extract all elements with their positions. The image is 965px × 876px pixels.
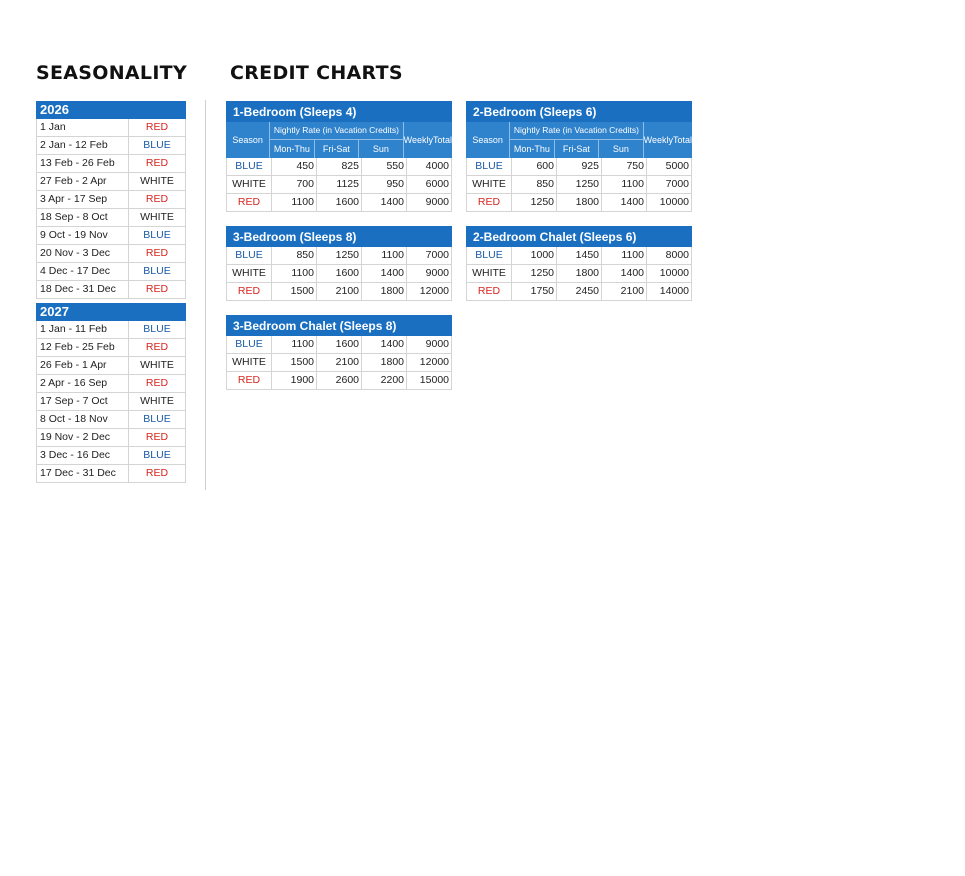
mon-thu-value: 1100 [272,265,317,282]
season-row [36,375,186,393]
mon-thu-value: 600 [512,158,557,175]
chart-row [226,336,452,354]
season-name: BLUE [227,247,272,264]
mon-thu-value: 1750 [512,283,557,300]
mon-thu-value: 1000 [512,247,557,264]
fri-sat-value: 1125 [317,176,362,193]
season-name: WHITE [467,265,512,282]
chart-row [466,283,692,301]
season-date: 19 Nov - 2 Dec [37,429,129,446]
sun-value: 2100 [602,283,647,300]
weekly-total-value: 15000 [419,374,449,386]
season-name: WHITE [227,176,272,193]
chart-row [466,176,692,194]
season-row [36,281,186,299]
mon-thu-header: Mon-Thu [270,140,314,158]
fri-sat-value: 1250 [557,176,602,193]
fri-sat-header: Fri-Sat [315,140,359,158]
season-row [36,209,186,227]
fri-sat-value: 925 [557,158,602,175]
season-date: 20 Nov - 3 Dec [37,245,129,262]
sun-value: 550 [362,158,407,175]
mon-thu-header: Mon-Thu [510,140,554,158]
chart-row [226,283,452,301]
total-label: Total [432,135,452,145]
fri-sat-value: 1600 [317,336,362,353]
sun-value: 1400 [362,336,407,353]
mon-thu-value: 1100 [272,194,317,211]
chart-2-bedroom-chalet [466,226,692,301]
season-date: 18 Dec - 31 Dec [37,281,129,298]
credit-charts-heading: CREDIT CHARTS [230,62,403,84]
weekly-total-value: 7000 [665,178,689,190]
season-row [36,357,186,375]
sun-header: Sun [612,144,629,154]
fri-sat-value: 2600 [317,372,362,389]
fri-sat-value: 2100 [317,354,362,371]
season-date: 8 Oct - 18 Nov [37,411,129,428]
nightly-rate-header [510,122,643,158]
season-name: RED [145,377,169,389]
season-row [36,245,186,263]
season-name: RED [145,283,169,295]
season-name: WHITE [140,395,174,407]
total-label: Total [672,135,692,145]
weekly-total-value: 10000 [659,267,689,279]
fri-sat-value: 1250 [317,247,362,264]
season-name: WHITE [140,175,174,187]
season-name: BLUE [467,247,512,264]
season-name: RED [227,283,272,300]
season-date: 17 Sep - 7 Oct [37,393,129,410]
season-name: WHITE [140,211,174,223]
sun-value: 1800 [362,354,407,371]
sun-header: Sun [372,144,389,154]
chart-row [226,158,452,176]
season-date: 17 Dec - 31 Dec [37,465,129,482]
season-row [36,465,186,483]
seasonality-heading: SEASONALITY [36,62,188,84]
weekly-total-value: 9000 [425,267,449,279]
season-date: 1 Jan [37,119,129,136]
season-name: WHITE [140,359,174,371]
season-row [36,155,186,173]
chart-title: 3-Bedroom (Sleeps 8) [226,226,452,247]
season-date: 2 Apr - 16 Sep [37,375,129,392]
fri-sat-header: Fri-Sat [555,140,599,158]
season-row [36,339,186,357]
sun-value: 1400 [362,265,407,282]
season-name: RED [145,121,169,133]
seasonality-table-2027 [36,303,186,483]
chart-row [226,372,452,390]
nightly-subheaders [510,140,642,158]
season-date: 26 Feb - 1 Apr [37,357,129,374]
season-name: BLUE [143,229,171,241]
sun-value: 1800 [362,283,407,300]
weekly-label: Weekly [403,135,433,145]
season-name: RED [145,341,169,353]
weekly-total-value: 4000 [425,160,449,172]
weekly-total-value: 10000 [659,196,689,208]
weekly-total-header [404,122,452,158]
sun-value: 1100 [602,176,647,193]
sun-value: 1400 [602,194,647,211]
weekly-total-value: 7000 [425,249,449,261]
nightly-rate-header [270,122,403,158]
chart-2-bedroom [466,101,692,212]
weekly-total-value: 9000 [425,338,449,350]
mon-thu-value: 700 [272,176,317,193]
season-date: 12 Feb - 25 Feb [37,339,129,356]
fri-sat-value: 2100 [317,283,362,300]
season-year-label: 2027 [36,303,186,321]
weekly-total-value: 12000 [419,285,449,297]
sun-value: 1100 [362,247,407,264]
season-name: BLUE [227,158,272,175]
season-name: RED [467,194,512,211]
fri-sat-value: 1450 [557,247,602,264]
chart-1-bedroom [226,101,452,212]
season-name: WHITE [227,265,272,282]
season-name: BLUE [143,449,171,461]
chart-row [466,194,692,212]
season-year-label: 2026 [36,101,186,119]
season-name: BLUE [467,158,512,175]
chart-title: 2-Bedroom Chalet (Sleeps 6) [466,226,692,247]
season-row [36,227,186,245]
weekly-total-value: 9000 [425,196,449,208]
season-name: BLUE [143,139,171,151]
chart-row [226,194,452,212]
season-date: 9 Oct - 19 Nov [37,227,129,244]
chart-row [226,354,452,372]
chart-header [226,122,452,158]
chart-row [226,176,452,194]
chart-3-bedroom [226,226,452,301]
season-column-header: Season [466,122,510,158]
mon-thu-value: 1250 [512,194,557,211]
mon-thu-value: 1250 [512,265,557,282]
season-name: BLUE [143,413,171,425]
season-name: WHITE [227,354,272,371]
season-row [36,137,186,155]
mon-thu-value: 450 [272,158,317,175]
weekly-total-value: 12000 [419,356,449,368]
mon-thu-value: 1500 [272,354,317,371]
fri-sat-value: 2450 [557,283,602,300]
fri-sat-value: 1800 [557,265,602,282]
season-date: 13 Feb - 26 Feb [37,155,129,172]
weekly-total-value: 8000 [665,249,689,261]
season-row [36,393,186,411]
season-name: RED [145,157,169,169]
season-name: RED [145,193,169,205]
nightly-subheaders [270,140,402,158]
chart-3-bedroom-chalet [226,315,452,390]
season-row [36,447,186,465]
season-name: RED [145,247,169,259]
chart-row [466,247,692,265]
season-date: 3 Dec - 16 Dec [37,447,129,464]
mon-thu-value: 1100 [272,336,317,353]
sun-value: 1400 [362,194,407,211]
season-date: 4 Dec - 17 Dec [37,263,129,280]
season-row [36,263,186,281]
season-date: 18 Sep - 8 Oct [37,209,129,226]
season-name: RED [227,194,272,211]
season-name: BLUE [143,323,171,335]
weekly-total-value: 14000 [659,285,689,297]
sun-value: 750 [602,158,647,175]
chart-row [226,265,452,283]
nightly-rate-label: Nightly Rate (in Vacation Credits) [270,122,402,140]
season-row [36,411,186,429]
sun-value: 1400 [602,265,647,282]
season-date: 3 Apr - 17 Sep [37,191,129,208]
nightly-rate-label: Nightly Rate (in Vacation Credits) [510,122,642,140]
season-date: 2 Jan - 12 Feb [37,137,129,154]
fri-sat-value: 825 [317,158,362,175]
weekly-label: Weekly [643,135,673,145]
mon-thu-value: 850 [272,247,317,264]
season-name: RED [145,467,169,479]
mon-thu-value: 850 [512,176,557,193]
sun-value: 2200 [362,372,407,389]
seasonality-table-2026 [36,101,186,299]
weekly-total-value: 5000 [665,160,689,172]
season-name: RED [467,283,512,300]
chart-row [226,247,452,265]
season-name: BLUE [227,336,272,353]
chart-title: 3-Bedroom Chalet (Sleeps 8) [226,315,452,336]
sun-value: 950 [362,176,407,193]
column-divider [205,100,206,490]
season-date: 27 Feb - 2 Apr [37,173,129,190]
fri-sat-value: 1600 [317,194,362,211]
season-row [36,173,186,191]
fri-sat-value: 1600 [317,265,362,282]
season-column-header: Season [226,122,270,158]
weekly-total-header [644,122,692,158]
weekly-total-value: 6000 [425,178,449,190]
chart-title: 1-Bedroom (Sleeps 4) [226,101,452,122]
season-row [36,429,186,447]
season-name: RED [145,431,169,443]
mon-thu-value: 1500 [272,283,317,300]
season-name: BLUE [143,265,171,277]
season-row [36,119,186,137]
season-name: RED [227,372,272,389]
sun-value: 1100 [602,247,647,264]
mon-thu-value: 1900 [272,372,317,389]
chart-row [466,265,692,283]
chart-title: 2-Bedroom (Sleeps 6) [466,101,692,122]
chart-row [466,158,692,176]
season-name: WHITE [467,176,512,193]
season-row [36,321,186,339]
fri-sat-value: 1800 [557,194,602,211]
season-date: 1 Jan - 11 Feb [37,321,129,338]
season-row [36,191,186,209]
chart-header [466,122,692,158]
